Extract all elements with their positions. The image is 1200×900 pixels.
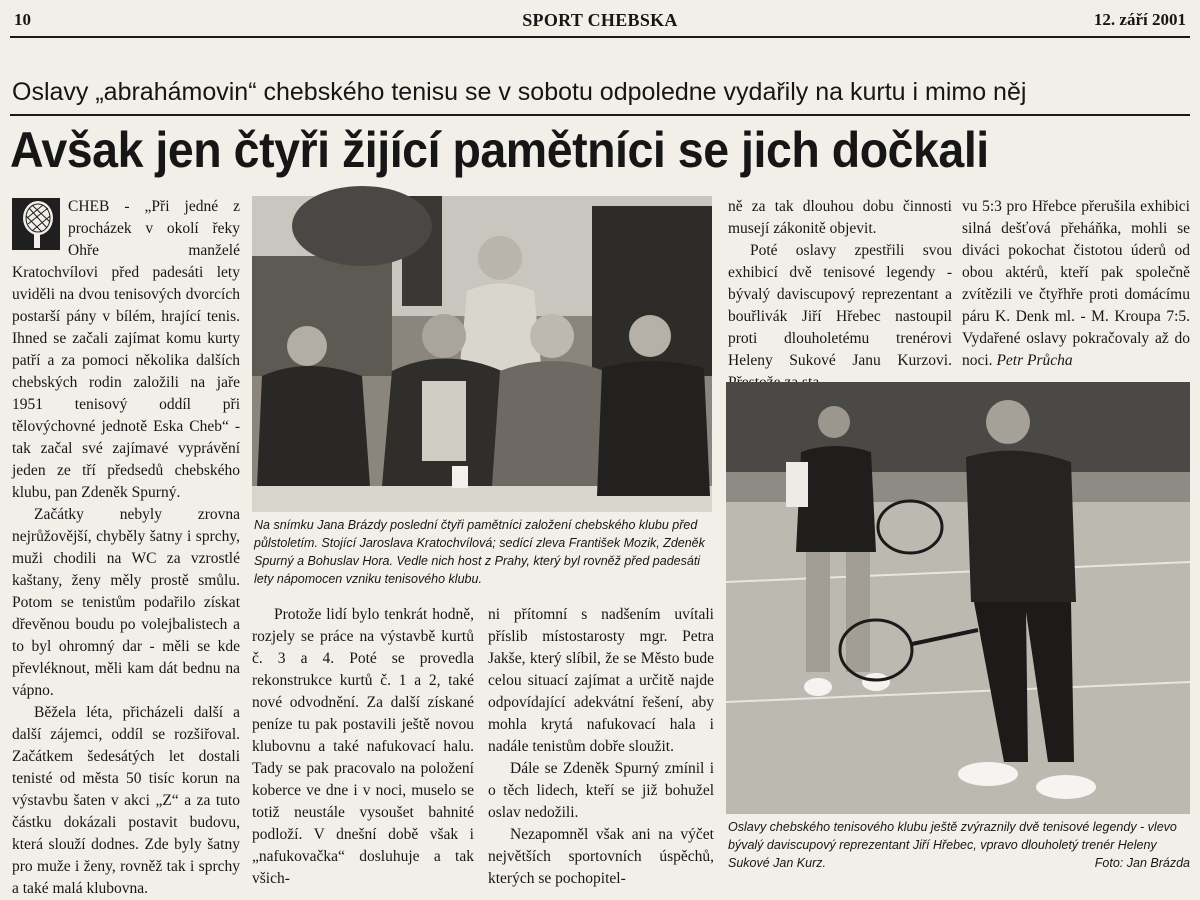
paragraph: ně za tak dlouhou dobu činnosti musejí zákonitě objevit.: [728, 198, 952, 237]
paragraph: Nezapomněl však ani na výčet největších sportovních úspěchů, kterých se pochopitel-: [488, 826, 714, 887]
kicker: Oslavy „abrahámovin“ chebského tenisu se v sobotu odpoledne vydařily na kurtu i mimo něj: [12, 78, 1027, 106]
page-number: 10: [14, 10, 31, 29]
paragraph: CHEB - „Při jedné z procházek v okolí řeky Ohře manželé Kratochvílovi před padesáti lety uviděli na dvou tenisových dvorcích postarší pány v bílém, hrající tenis. Ihned se začali zajímat komu kurty patří a za pomoci několika dalších chebských rodin založili na jaře 1951 tenisový oddíl při tělovýchovné jednotě Eska Cheb“ - tak začal své zajímavé vyprávění jeden ze tří předsedů chebského klubu, pan Zdeněk Spurný.: [12, 198, 240, 501]
article-column-2: [252, 604, 474, 887]
kicker-rule: [10, 114, 1190, 116]
paragraph: Začátky nebyly zrovna nejrůžovější, chyběly šatny i sprchy, muži chodili na WC za vzrostlé kaštany, ženy měly prostě smůlu. Potom se tenistům podařilo získat dřevěnou boudu po volejbalistech a to byl ohromný dar - měli se kde převléknout, měli kam dát bednu na vápno.: [12, 506, 240, 699]
issue-date: 12. září 2001: [1093, 10, 1186, 29]
article-column-3: [488, 604, 714, 887]
photo-tennis-exhibition: [726, 382, 1190, 814]
photo-credit: Foto: Jan Brázda: [1094, 856, 1190, 870]
paragraph: ni přítomní s nadšením uvítali příslib místostarosty mgr. Petra Jakše, který slíbil, že se Město bude celou situací zajímat a určitě najde odpovídající adekvátní řešení, aby mohla krytá nafukovací hala i nadále tenistům dobře sloužit.: [488, 606, 714, 755]
paragraph: Poté oslavy zpestřili svou exhibicí dvě tenisové legendy - bývalý daviscupový reprezentant a bouřlivák Jiří Hřebec nastoupil proti dlouholetému trenérovi Heleny Sukové Janu Kurzovi.: [728, 242, 952, 369]
caption-text: Oslavy chebského tenisového klubu ještě zvýraznily dvě tenisové legendy - vlevo bývalý daviscupový reprezentant Jiří Hřebec, vpravo dlouholetý trenér Heleny Sukové Jan Kurz.: [728, 820, 1177, 870]
article-column-1: [12, 196, 240, 897]
article-column-5: [962, 196, 1190, 372]
header-rule: [10, 36, 1190, 38]
photo-veterans: [252, 196, 712, 512]
paragraph: Dále se Zdeněk Spurný zmínil i o těch lidech, kteří se již bohužel oslav nedožili.: [488, 760, 714, 821]
paragraph: Běžela léta, přicházeli další a další zájemci, oddíl se rozšiřoval. Začátkem šedesátých let dostali tenisté od města 50 tisíc korun na výstavbu šaten v akci „Z“ a za tuto částku dokázali postavit budovu, která slouží dodnes. Zde byly šatny pro muže i ženy, rovněž tak i sprchy a také malá klubovna.: [12, 704, 240, 897]
tennis-racket-icon: [12, 198, 60, 250]
article-column-4: [728, 196, 952, 372]
paragraph-text: vu 5:3 pro Hřebce přerušila exhibici silná dešťová přeháňka, mohli se diváci pokochat čistotou úderů od obou aktérů, kteří pak společně zvítězili ve čtyřhře proti domácímu páru K. Denk ml. - M. Kroupa 7:5. Vydařené oslavy pokračovaly až do noci.: [962, 198, 1190, 369]
paragraph: [962, 196, 1190, 372]
photo-caption: [728, 818, 1190, 872]
photo-caption: Na snímku Jana Brázdy poslední čtyři pamětníci založení chebského klubu před půlstoletím. Stojící Jaroslava Kratochvílová; sedící zleva František Mozik, Zdeněk Spurný a Bohuslav Hora. Vedle nich host z Prahy, který byl rovněž před padesáti lety nápomocen vzniku tenisového klubu.: [254, 518, 705, 586]
headline: Avšak jen čtyři žijící pamětníci se jich dočkali: [10, 122, 989, 178]
publication-name: SPORT CHEBSKA: [522, 10, 678, 30]
paragraph: Protože lidí bylo tenkrát hodně, rozjely se práce na výstavbě kurtů č. 3 a 4. Poté se provedla rekonstrukce kurtů č. 1 a 2, také nové odvodnění. Za další získané peníze tu pak postavili ještě novou klubovnu a také nafukovací halu. Tady se pak pracovalo na položení koberce ve dne i v noci, muselo se totiž neustále vysoušet bahnité podloží. V dnešní době však i „nafukovačka“ dosluhuje a tak všich-: [252, 606, 474, 887]
byline: Petr Průcha: [996, 352, 1073, 369]
